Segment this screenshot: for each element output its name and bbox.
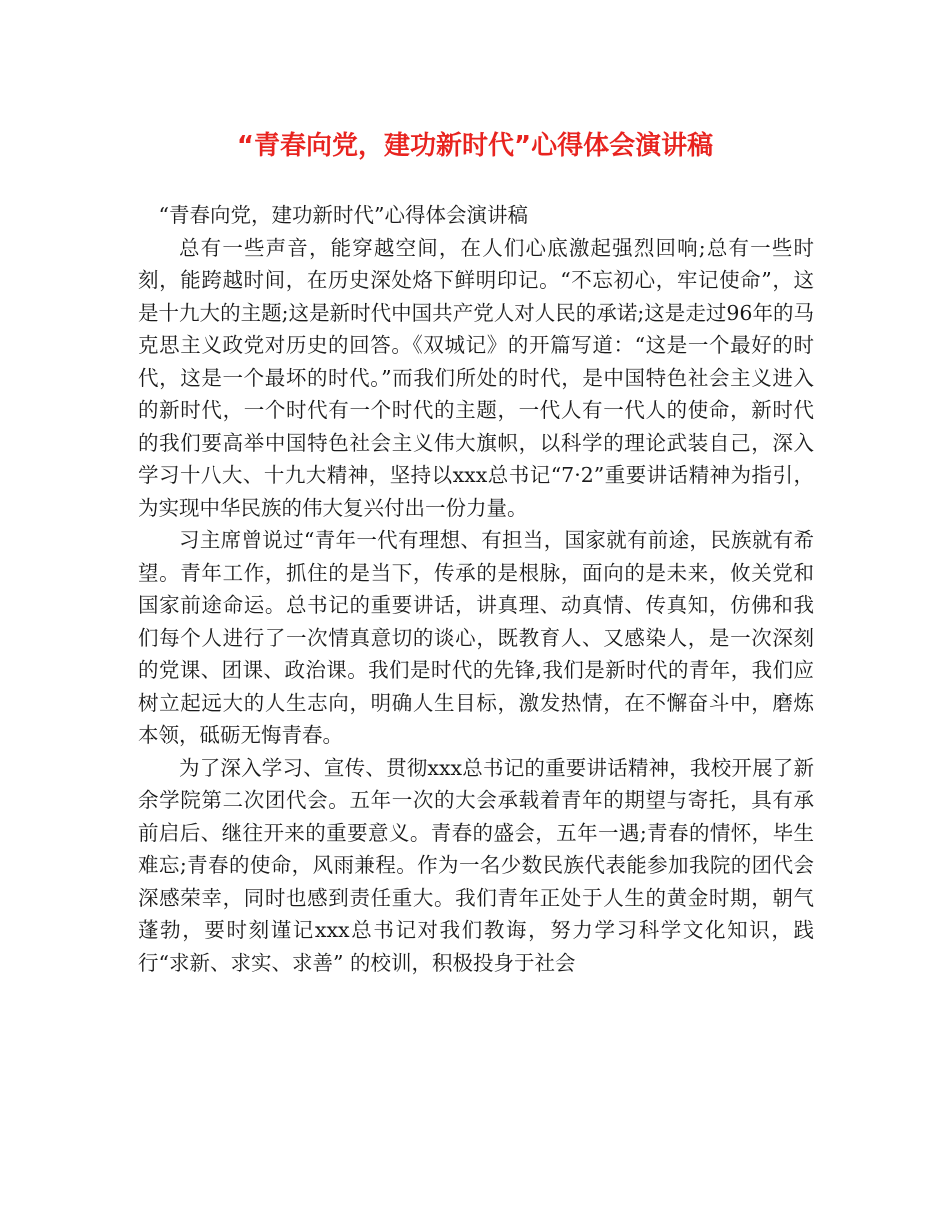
- paragraph-3: 为了深入学习、宣传、贯彻xxx总书记的重要讲话精神，我校开展了新余学院第二次团代会。五年一次的大会承载着青年的期望与寄托，具有承前启后、继往开来的重要意义。青春的盛会，五年一遇;青春的情怀，毕生难忘;青春的使命，风雨兼程。作为一名少数民族代表能参加我院的团代会深感荣幸，同时也感到责任重大。我们青年正处于人生的黄金时期，朝气蓬勃，要时刻谨记xxx总书记对我们教诲，努力学习科学文化知识，践行“求新、求实、求善” 的校训，积极投身于社会: [138, 755, 814, 975]
- paragraph-1: 总有一些声音，能穿越空间，在人们心底激起强烈回响;总有一些时刻，能跨越时间，在历史深处烙下鲜明印记。“不忘初心，牢记使命”，这是十九大的主题;这是新时代中国共产党人对人民的承诺;这是走过96年的马克思主义政党对历史的回答。《双城记》的开篇写道：“这是一个最好的时代，这是一个最坏的时代。”而我们所处的时代，是中国特色社会主义进入的新时代，一个时代有一个时代的主题，一代人有一代人的使命，新时代的我们要高举中国特色社会主义伟大旗帜，以科学的理论武装自己，深入学习十八大、十九大精神，坚持以xxx总书记“7·2”重要讲话精神为指引，为实现中华民族的伟大复兴付出一份力量。: [138, 235, 814, 520]
- document-title: “青春向党，建功新时代”心得体会演讲稿: [236, 131, 714, 161]
- document-subtitle: “青春向党，建功新时代”心得体会演讲稿: [158, 203, 528, 227]
- paragraph-2: 习主席曾说过“青年一代有理想、有担当，国家就有前途，民族就有希望。青年工作，抓住的是当下，传承的是根脉，面向的是未来，攸关党和国家前途命运。总书记的重要讲话，讲真理、动真情、传真知，仿佛和我们每个人进行了一次情真意切的谈心，既教育人、又感染人，是一次深刻的党课、团课、政治课。我们是时代的先锋,我们是新时代的青年，我们应树立起远大的人生志向，明确人生目标，激发热情，在不懈奋斗中，磨炼本领，砥砺无悔青春。: [138, 528, 814, 747]
- document-body: [138, 199, 814, 979]
